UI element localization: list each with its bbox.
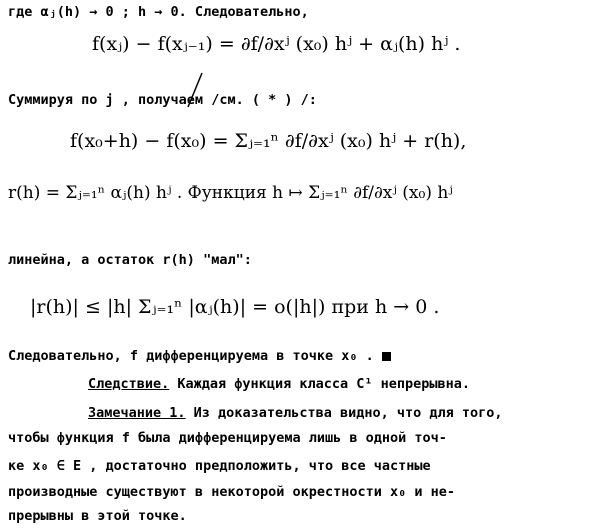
text-line-13: производные существуют в некоторой окрестности x₀ и не- bbox=[8, 484, 456, 500]
corollary-label: Следствие. bbox=[88, 376, 170, 392]
text-line-6: линейна, а остаток r(h) "мал": bbox=[8, 252, 252, 268]
text-line-8-body: Следовательно, f дифференцируема в точке x₀ . bbox=[8, 348, 374, 364]
pen-stroke-mark bbox=[185, 72, 205, 108]
formula-line-2: f(xⱼ) − f(xⱼ₋₁) = ∂f/∂xʲ (x₀) hʲ + αⱼ(h) hʲ . bbox=[92, 33, 461, 55]
text-line-11: чтобы функция f была дифференцируема лишь в одной точ- bbox=[8, 430, 447, 446]
text-line-12: ке x₀ ∈ E , достаточно предположить, что все частные bbox=[8, 458, 431, 474]
remark-text: Из доказательства видно, что для того, bbox=[185, 405, 503, 421]
text-line-10 bbox=[88, 405, 503, 421]
text-line-14: прерывны в этой точке. bbox=[8, 508, 187, 524]
formula-line-5: r(h) = Σⱼ₌₁ⁿ αⱼ(h) hʲ . Функция h ↦ Σⱼ₌₁ⁿ ∂f/∂xʲ (x₀) hʲ bbox=[8, 183, 453, 203]
formula-line-4: f(x₀+h) − f(x₀) = Σⱼ₌₁ⁿ ∂f/∂xʲ (x₀) hʲ + r(h), bbox=[70, 130, 467, 152]
qed-square-icon bbox=[382, 352, 391, 361]
text-line-8 bbox=[8, 348, 391, 364]
text-line-3: Суммируя по j , получаем /см. ( * ) /: bbox=[8, 92, 317, 108]
corollary-text: Каждая функция класса C¹ непрерывна. bbox=[169, 376, 471, 392]
text-line-1: где αⱼ(h) → 0 ; h → 0. Следовательно, bbox=[8, 4, 309, 20]
formula-line-7: |r(h)| ≤ |h| Σⱼ₌₁ⁿ |αⱼ(h)| = o(|h|) при h → 0 . bbox=[30, 296, 440, 318]
remark-label: Замечание 1. bbox=[88, 405, 186, 421]
text-line-9 bbox=[88, 376, 470, 392]
